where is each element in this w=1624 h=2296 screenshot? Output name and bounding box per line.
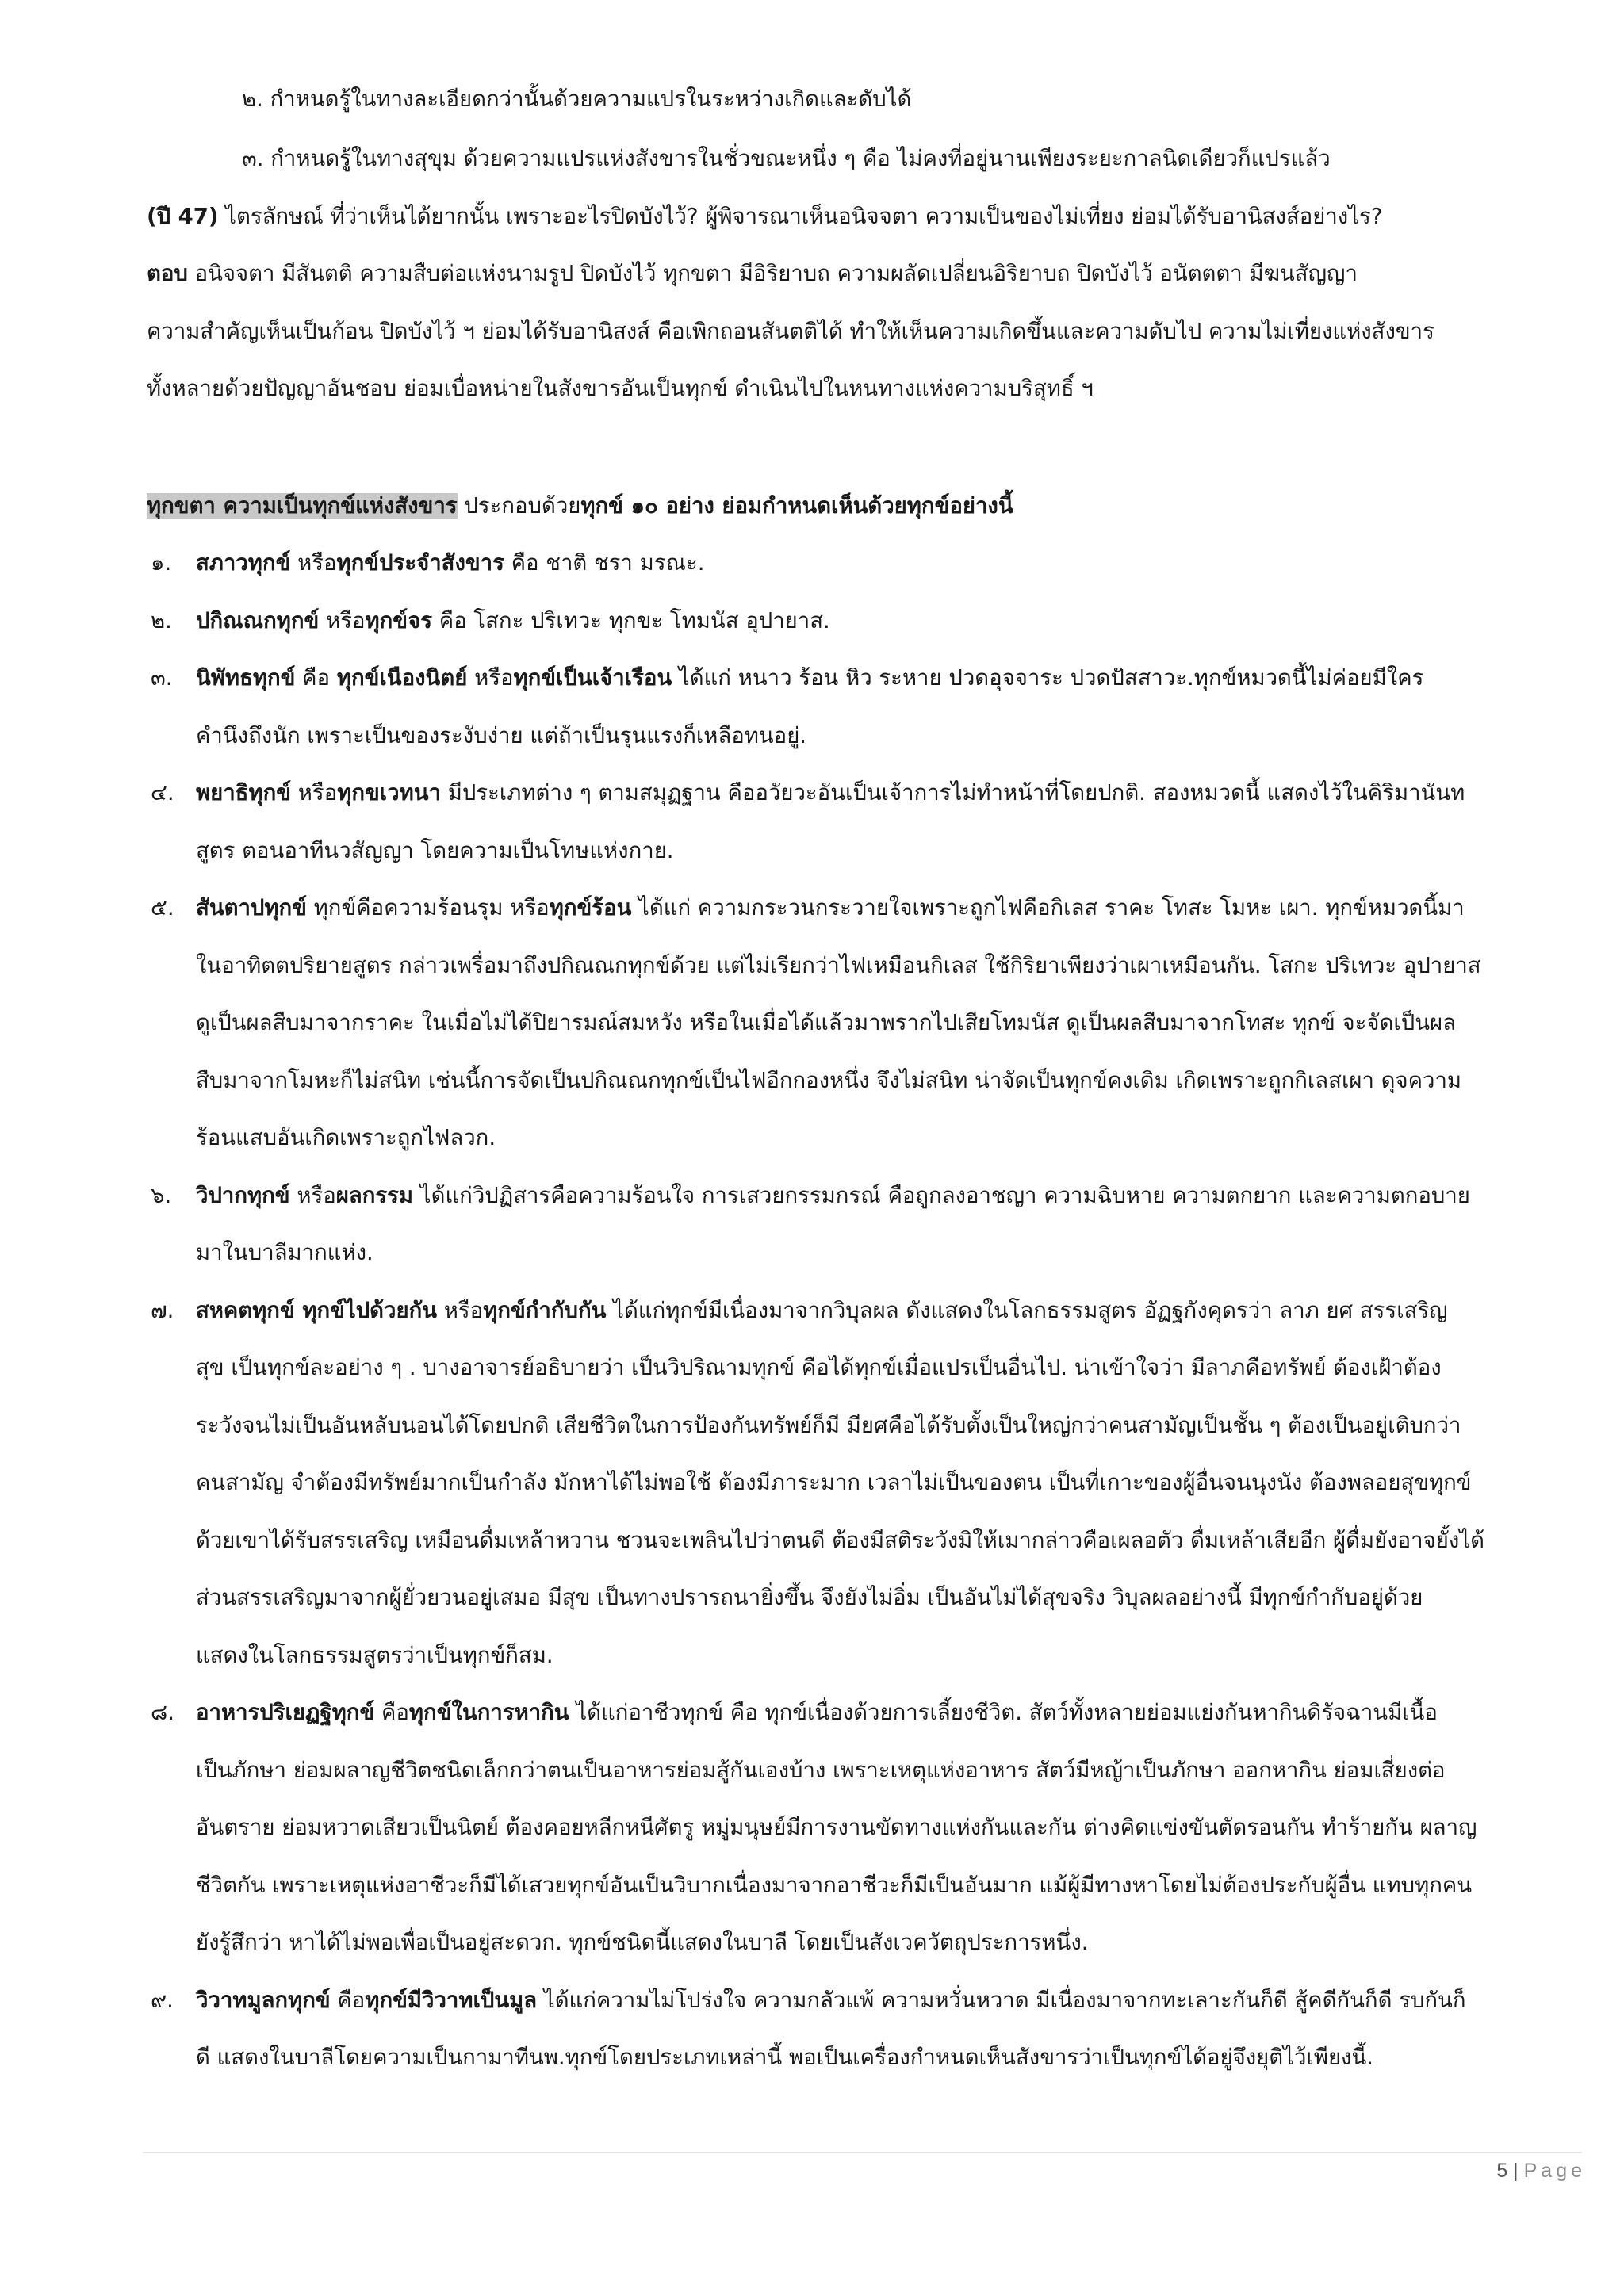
bold-term: ทุกข์เป็นเจ้าเรือน [513,665,672,691]
list-item-line: ในอาทิตตปริยายสูตร กล่าวเพรื่อมาถึงปกิณณกทุกข์ด้วย แต่ไม่เรียกว่าไฟเหมือนกิเลส ใช้กิริยาเพียงว่าเผาเหมือนกัน. โสกะ ปริเทวะ อุปายาส [196,952,1481,978]
heading-highlight: ทุกขตา ความเป็นทุกข์แห่งสังขาร [147,493,458,519]
list-item-line: สุข เป็นทุกข์ละอย่าง ๆ . บางอาจารย์อธิบายว่า เป็นวิปริณามทุกข์ คือได้ทุกข์เมื่อแปรเป็นอื่นไป. น่าเข้าใจว่า มีลาภคือทรัพย์ ต้องเฝ้าต้อง [196,1355,1442,1380]
list-item-line: เป็นภักษา ย่อมผลาญชีวิตชนิดเล็กกว่าตนเป็นอาหารย่อมสู้กันเองบ้าง เพราะเหตุแห่งอาหาร สัตว์มีหญ้าเป็นภักษา ออกหากิน ย่อมเสี่ยงต่อ [196,1757,1446,1783]
list-item-line: คำนึงถึงนัก เพราะเป็นของระงับง่าย แต่ถ้าเป็นรุนแรงก็เหลือทนอยู่. [196,722,807,748]
list-item-number: ๖. [151,1182,172,1208]
bold-term: ทุกข์กำกับกัน [483,1297,607,1323]
list-item-line: สภาวทุกข์ หรือทุกข์ประจำสังขาร คือ ชาติ ชรา มรณะ. [196,550,705,576]
list-item-line: ปกิณณกทุกข์ หรือทุกข์จร คือ โสกะ ปริเทวะ ทุกขะ โทมนัส อุปายาส. [196,607,830,633]
bold-term: ทุกขเวทนา [337,780,441,806]
bold-term: ทุกข์ประจำสังขาร [336,550,504,576]
list-item-line: ส่วนสรรเสริญมาจากผู้ยั่วยวนอยู่เสมอ มีสุข เป็นทางปรารถนายิ่งขึ้น จึงยังไม่อิ่ม เป็นอันไม่ได้สุขจริง วิบุลผลอย่างนี้ มีทุกข์กำกับอยู่ด้วย [196,1585,1423,1610]
list-item-line: สันตาปทุกข์ ทุกข์คือความร้อนรุม หรือทุกข์ร้อน ได้แก่ ความกระวนกระวายใจเพราะถูกไฟคือกิเลส ราคะ โทสะ โมหะ เผา. ทุกข์หมวดนี้มา [196,895,1465,920]
bold-term: ทุกข์เนืองนิตย์ [336,665,468,691]
list-item-line: วิปากทุกข์ หรือผลกรรม ได้แก่วิปฏิสารคือความร้อนใจ การเสวยกรรมกรณ์ คือถูกลงอาชญา ความฉิบหาย ความตกยาก และความตกอบาย [196,1182,1470,1208]
bold-term: ผลกรรม [335,1182,414,1208]
list-item-number: ๙. [151,1987,174,2013]
answer-line-1 [147,258,1358,289]
list-item-line: ระวังจนไม่เป็นอันหลับนอนได้โดยปกติ เสียชีวิตในการป้องกันทรัพย์ก็มี มียศคือได้รับตั้งเป็นใหญ่กว่าคนสามัญเป็นชั้น ๆ ต้องเป็นอยู่เติบกว่า [196,1412,1461,1438]
bold-term: พยาธิทุกข์ [196,780,292,806]
list-item-line: ชีวิตกัน เพราะเหตุแห่งอาชีวะก็มีได้เสวยทุกข์อันเป็นวิบากเนื่องมาจากอาชีวะก็มีเป็นอันมาก แม้ผู้มีทางหาโดยไม่ต้องประกับผู้อื่น แทบทุกคน [196,1872,1473,1898]
list-item-number: ๘. [151,1700,174,1725]
heading-bold: ทุกข์ ๑๐ อย่าง ย่อมกำหนดเห็นด้วยทุกข์อย่างนี้ [580,493,1013,519]
list-item-line: ร้อนแสบอันเกิดเพราะถูกไฟลวก. [196,1125,496,1150]
bold-term: สหคตทุกข์ ทุกข์ไปด้วยกัน [196,1297,438,1323]
answer-label: ตอบ [147,261,188,286]
list-item-line: แสดงในโลกธรรมสูตรว่าเป็นทุกข์ก็สม. [196,1642,553,1668]
bold-term: วิปากทุกข์ [196,1182,290,1208]
list-item-line: พยาธิทุกข์ หรือทุกขเวทนา มีประเภทต่าง ๆ ตามสมุฏฐาน คืออวัยวะอันเป็นเจ้าการไม่ทำหน้าที่โดยปกติ. สองหมวดนี้ แสดงไว้ในคิริมานันท [196,780,1465,806]
list-item-line: ดี แสดงในบาลีโดยความเป็นกามาทีนพ.ทุกข์โดยประเภทเหล่านี้ พอเป็นเครื่องกำหนดเห็นสังขารว่าเป็นทุกข์ได้อยู่จึงยุติไว้เพียงนี้. [196,2045,1374,2070]
bold-term: ทุกข์จร [365,607,432,633]
list-item-number: ๒. [151,607,172,633]
list-item-number: ๕. [151,895,174,920]
list-item-line: อาหารปริเยฏฐิทุกข์ คือทุกข์ในการหากิน ได้แก่อาชีวทุกข์ คือ ทุกข์เนื่องด้วยการเลี้ยงชีวิต. สัตว์ทั้งหลายย่อมแย่งกันหากินดิรัจฉานมีเนื้อ [196,1700,1438,1725]
list-item-number: ๑. [151,550,172,576]
answer-text-1: อนิจจตา มีสันตติ ความสืบต่อแห่งนามรูป ปิดบังไว้ ทุกขตา มีอิริยาบถ ความผลัดเปลี่ยนอิริยาบถ ปิดบังไว้ อนัตตตา มีฆนสัญญา [187,261,1358,286]
list-item-line: คนสามัญ จำต้องมีทรัพย์มากเป็นกำลัง มักหาได้ไม่พอใช้ ต้องมีภาระมาก เวลาไม่เป็นของตน เป็นที่เกาะของผู้อื่นจนนุงนัง ต้องพลอยสุขทุกข์ [196,1470,1472,1495]
page-separator: | [1507,2160,1524,2182]
bold-term: ทุกข์ร้อน [549,895,632,920]
bold-term: ปกิณณกทุกข์ [196,607,320,633]
answer-line-2: ความสำคัญเห็นเป็นก้อน ปิดบังไว้ ฯ ย่อมได้รับอานิสงส์ คือเพิกถอนสันตติได้ ทำให้เห็นความเกิดขึ้นและความดับไป ความไม่เที่ยงแห่งสังขาร [147,319,1434,344]
page-label: Page [1523,2160,1586,2182]
bold-term: นิพัทธทุกข์ [196,665,296,691]
question-paragraph [147,201,1382,232]
bold-term: ทุกข์ในการหากิน [408,1700,569,1725]
list-item-line: สูตร ตอนอาทีนวสัญญา โดยความเป็นโทษแห่งกาย. [196,837,674,863]
page-footer [1496,2160,1586,2183]
bold-term: สภาวทุกข์ [196,550,291,576]
section-heading [147,490,1013,522]
heading-middle: ประกอบด้วย [457,493,581,519]
list-item-line: ยังรู้สึกว่า หาได้ไม่พอเพื่อเป็นอยู่สะดวก. ทุกข์ชนิดนี้แสดงในบาลี โดยเป็นสังเวควัตถุประการหนึ่ง. [196,1930,1089,1955]
list-item-line: ดูเป็นผลสืบมาจากราคะ ในเมื่อไม่ได้ปิยารมณ์สมหวัง หรือในเมื่อได้แล้วมาพรากไปเสียโทมนัส ดูเป็นผลสืบมาจากโทสะ ทุกข์ จะจัดเป็นผล [196,1010,1456,1035]
answer-line-3: ทั้งหลายด้วยปัญญาอันชอบ ย่อมเบื่อหน่ายในสังขารอันเป็นทุกข์ ดำเนินไปในหนทางแห่งความบริสุทธิ์ ฯ [147,376,1094,401]
list-item-line: ด้วยเขาได้รับสรรเสริญ เหมือนดื่มเหล้าหวาน ชวนจะเพลินไปว่าตนดี ต้องมีสติระวังมิให้เมากล่าวคือเผลอตัว ดื่มเหล้าเสียอีก ผู้ดื่มยังอาจยั้งได้ [196,1527,1484,1553]
list-item-line: นิพัทธทุกข์ คือ ทุกข์เนืองนิตย์ หรือทุกข์เป็นเจ้าเรือน ได้แก่ หนาว ร้อน หิว ระหาย ปวดอุจจาระ ปวดปัสสาวะ.ทุกข์หมวดนี้ไม่ค่อยมีใคร [196,665,1424,691]
list-item-line: อันตราย ย่อมหวาดเสียวเป็นนิตย์ ต้องคอยหลีกหนีศัตรู หมู่มนุษย์มีการงานขัดทางแห่งกันและกัน ต่างคิดแข่งขันตัดรอนกัน ทำร้ายกัน ผลาญ [196,1815,1477,1840]
list-item-number: ๔. [151,780,174,806]
footer-divider [143,2152,1582,2153]
bold-term: ทุกข์มีวิวาทเป็นมูล [365,1987,538,2013]
bold-term: สันตาปทุกข์ [196,895,307,920]
intro-line-3: ๓. กำหนดรู้ในทางสุขุม ด้วยความแปรแห่งสังขารในชั่วขณะหนึ่ง ๆ คือ ไม่คงที่อยู่นานเพียงระยะกาลนิดเดียวก็แปรแล้ว [242,146,1331,171]
list-item-line: มาในบาลีมากแห่ง. [196,1240,373,1265]
intro-line-2: ๒. กำหนดรู้ในทางละเอียดกว่านั้นด้วยความแปรในระหว่างเกิดและดับได้ [242,86,912,112]
list-item-line: วิวาทมูลกทุกข์ คือทุกข์มีวิวาทเป็นมูล ได้แก่ความไม่โปร่งใจ ความกลัวแพ้ ความหวั่นหวาด มีเนื่องมาจากทะเลาะกันก็ดี สู้คดีกันก็ดี รบกันก็ [196,1987,1466,2013]
list-item-line: สหคตทุกข์ ทุกข์ไปด้วยกัน หรือทุกข์กำกับกัน ได้แก่ทุกข์มีเนื่องมาจากวิบุลผล ดังแสดงในโลกธรรมสูตร อัฏฐกังคุดรว่า ลาภ ยศ สรรเสริญ [196,1297,1448,1323]
list-item-number: ๓. [151,665,173,691]
list-item-line: สืบมาจากโมหะก็ไม่สนิท เช่นนี้การจัดเป็นปกิณณกทุกข์เป็นไฟอีกกองหนึ่ง จึงไม่สนิท น่าจัดเป็นทุกข์คงเดิม เกิดเพราะถูกกิเลสเผา ดุจความ [196,1067,1462,1093]
bold-term: อาหารปริเยฏฐิทุกข์ [196,1700,375,1725]
bold-term: วิวาทมูลกทุกข์ [196,1987,331,2013]
question-text: ไตรลักษณ์ ที่ว่าเห็นได้ยากนั้น เพราะอะไรปิดบังไว้? ผู้พิจารณาเห็นอนิจจตา ความเป็นของไม่เที่ยง ย่อมได้รับอานิสงส์อย่างไร? [218,204,1383,229]
question-label: (ปี 47) [147,204,219,229]
page-number: 5 [1496,2160,1508,2182]
list-item-number: ๗. [151,1297,174,1323]
